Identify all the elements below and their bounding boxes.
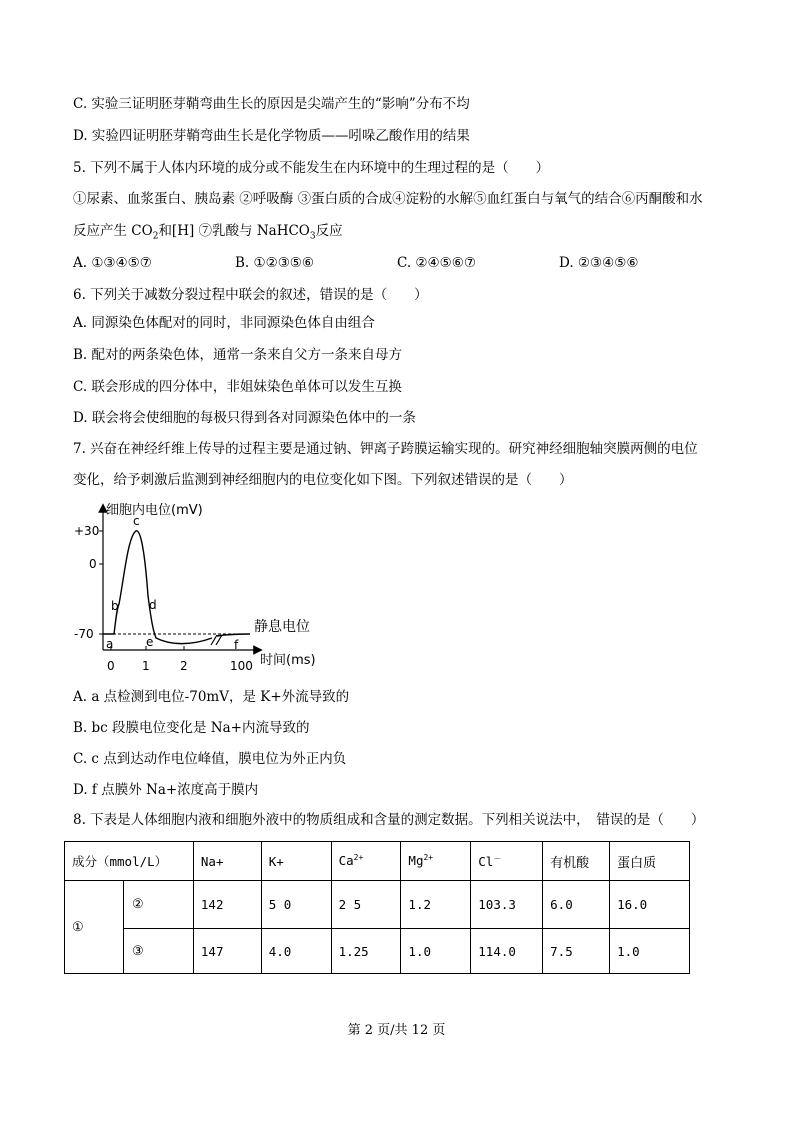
y-axis-title: 细胞内电位(mV) <box>106 503 203 518</box>
cell: 142 <box>193 881 261 929</box>
cell: 4.0 <box>261 929 331 974</box>
q6-option-c: C. 联会形成的四分体中，非姐妹染色单体可以发生互换 <box>73 379 402 395</box>
y-tick-minus70: -70 <box>74 627 94 641</box>
q7-stem-line1: 7. 兴奋在神经纤维上传导的过程主要是通过钠、钾离子跨膜运输实现的。研究神经细胞轴突膜两侧的电位 <box>73 441 698 457</box>
point-b: b <box>111 599 119 613</box>
q5-option-d: D. ②③④⑤⑥ <box>559 255 639 271</box>
q5-stem: 5. 下列不属于人体内环境的成分或不能发生在内环境中的生理过程的是（ ） <box>73 160 550 176</box>
y-tick-plus30: +30 <box>74 524 100 538</box>
q5-option-a: A. ①③④⑤⑦ <box>73 255 152 271</box>
point-f: f <box>234 638 239 652</box>
q7-option-b: B. bc 段膜电位变化是 Na+内流导致的 <box>73 720 310 736</box>
q4-option-c: C. 实验三证明胚芽鞘弯曲生长的原因是尖端产生的“影响”分布不均 <box>73 96 470 112</box>
q8-stem: 8. 下表是人体细胞内液和细胞外液中的物质组成和含量的测定数据。下列相关说法中， 错误的是（ ） <box>73 812 705 828</box>
row-label: ② <box>123 881 193 929</box>
x-tick-2: 2 <box>180 659 188 673</box>
row-label: ③ <box>123 929 193 974</box>
cell: 7.5 <box>543 929 610 974</box>
x-axis-title: 时间(ms) <box>260 653 316 668</box>
q5-option-c: C. ②④⑤⑥⑦ <box>397 255 476 271</box>
cell: 6.0 <box>543 881 610 929</box>
header-mg: $Mg^{2+}$ <box>401 842 471 881</box>
header-cl: Cl－ <box>471 842 543 881</box>
q6-option-d: D. 联会将会使细胞的每极只得到各对同源染色体中的一条 <box>73 410 416 426</box>
header-k: K+ <box>261 842 331 881</box>
cell: 16.0 <box>610 881 690 929</box>
header-component: 成分（mmol/L） <box>65 842 194 881</box>
q5-option-b: B. ①②③⑤⑥ <box>235 255 315 271</box>
cell: 1.2 <box>401 881 471 929</box>
q6-option-b: B. 配对的两条染色体，通常一条来自父方一条来自母方 <box>73 347 403 363</box>
cell: 114.0 <box>471 929 543 974</box>
q6-option-a: A. 同源染色体配对的同时，非同源染色体自由组合 <box>73 315 375 331</box>
x-tick-0: 0 <box>107 659 115 673</box>
group-label: ① <box>65 881 124 974</box>
action-potential-curve <box>103 531 212 644</box>
q7-option-a: A. a 点检测到电位-70mV，是 K+外流导致的 <box>73 689 350 705</box>
table-row <box>65 881 690 929</box>
cell: 1.25 <box>331 929 401 974</box>
point-c: c <box>133 514 140 528</box>
resting-potential-label: 静息电位 <box>254 619 310 635</box>
q5-items-line1: ①尿素、血浆蛋白、胰岛素 ②呼吸酶 ③蛋白质的合成④淀粉的水解⑤血红蛋白与氧气的结合⑥丙酮酸和水 <box>73 191 703 207</box>
q7-option-d: D. f 点膜外 Na+浓度高于膜内 <box>73 782 259 798</box>
header-protein: 蛋白质 <box>610 842 690 881</box>
ion-composition-table <box>64 841 690 974</box>
point-e: e <box>146 635 154 649</box>
q7-option-c: C. c 点到达动作电位峰值，膜电位为外正内负 <box>73 751 347 767</box>
page-footer: 第 2 页/共 12 页 <box>347 1023 446 1038</box>
header-na: Na+ <box>193 842 261 881</box>
action-potential-graph <box>70 498 330 676</box>
cell: 1.0 <box>610 929 690 974</box>
cell: 2 5 <box>331 881 401 929</box>
q7-stem-line2: 变化，给予刺激后监测到神经细胞内的电位变化如下图。下列叙述错误的是（ ） <box>73 472 573 488</box>
y-tick-0: 0 <box>89 557 97 571</box>
header-ca: $Ca^{2+}$ <box>331 842 401 881</box>
q5-items-line2: 反应产生 $CO_2$和[H] ⑦乳酸与 NaHCO$_3$反应 <box>73 223 343 242</box>
table-header-row <box>65 842 690 881</box>
cell: 5 0 <box>261 881 331 929</box>
q6-stem: 6. 下列关于减数分裂过程中联会的叙述，错误的是（ ） <box>73 287 428 303</box>
x-tick-1: 1 <box>142 659 150 673</box>
cell: 1.0 <box>401 929 471 974</box>
cell: 103.3 <box>471 881 543 929</box>
point-a: a <box>106 637 114 651</box>
cell: 147 <box>193 929 261 974</box>
q4-option-d: D. 实验四证明胚芽鞘弯曲生长是化学物质——吲哚乙酸作用的结果 <box>73 128 470 144</box>
x-tick-100: 100 <box>230 659 253 673</box>
point-d: d <box>149 598 157 612</box>
q5-options <box>73 254 733 272</box>
table-row <box>65 929 690 974</box>
header-organic-acid: 有机酸 <box>543 842 610 881</box>
